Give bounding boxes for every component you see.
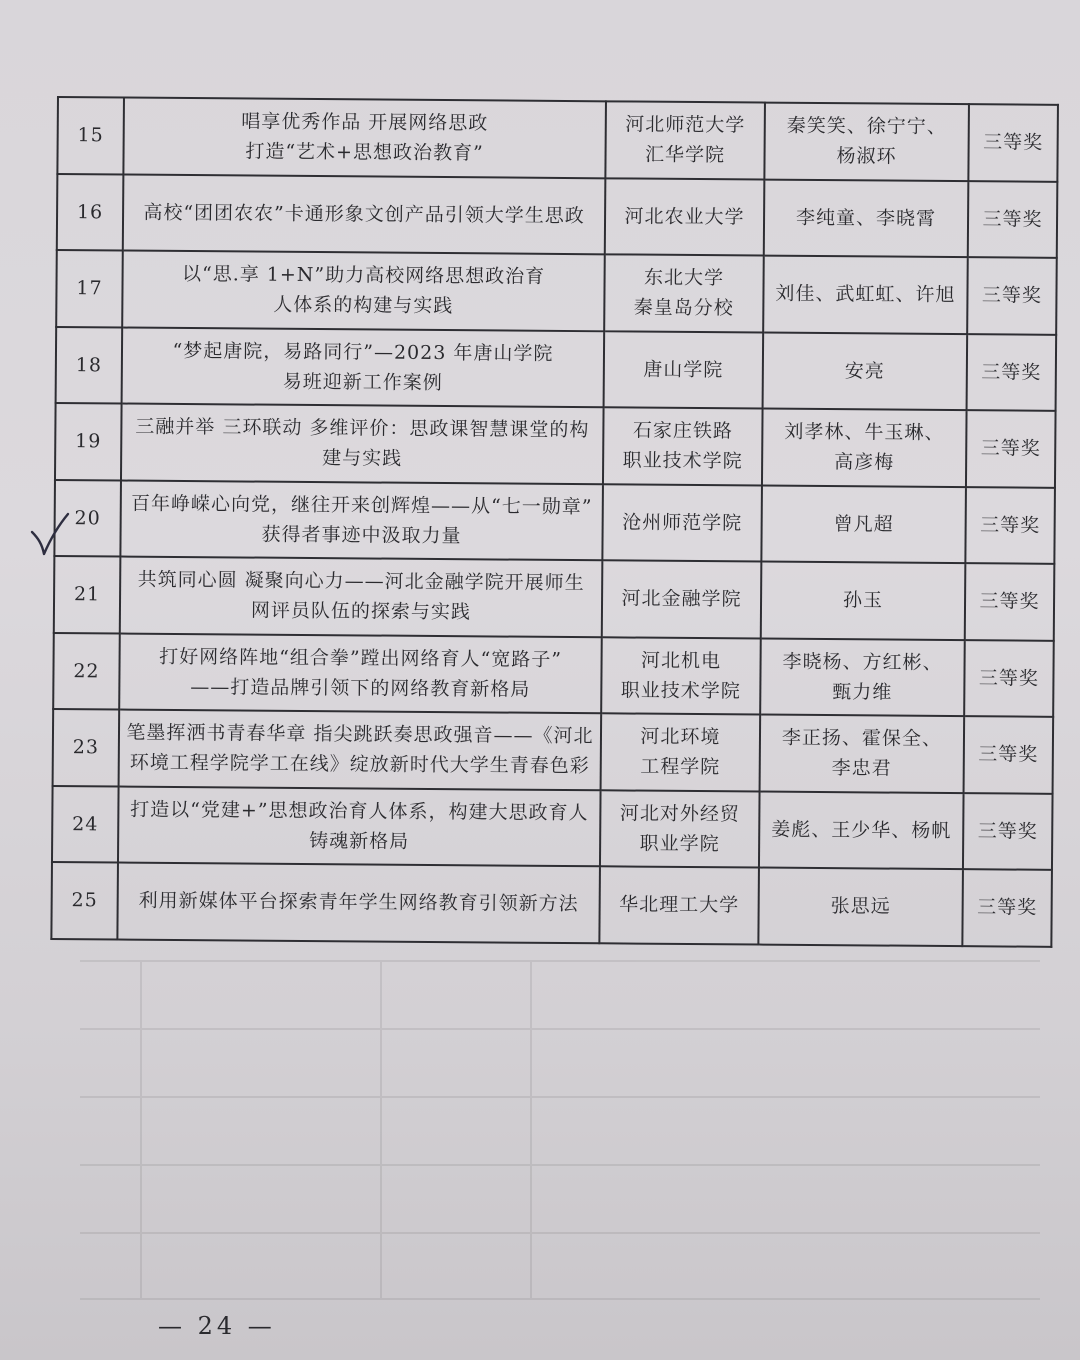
row-number: 24 (52, 785, 119, 862)
institution-line: 河北金融学院 (621, 587, 742, 611)
institution-line: 河北农业大学 (624, 205, 745, 229)
authors-line: 刘佳、武虹虹、许旭 (775, 282, 956, 307)
award-level: 三等奖 (967, 257, 1057, 334)
project-title-line: 易班迎新工作案例 (282, 370, 443, 394)
institution-line: 工程学院 (640, 755, 721, 779)
table-row (56, 327, 1057, 411)
project-title-line: 建与实践 (322, 447, 403, 470)
award-level: 三等奖 (964, 640, 1054, 717)
institution (605, 178, 765, 256)
project-title-line: 获得者事迹中汲取力量 (261, 523, 462, 547)
project-title-line: 共筑同心圆 凝聚向心力——河北金融学院开展师生 (137, 568, 585, 595)
authors-line: 李晓杨、方红彬、 (782, 650, 943, 674)
institution (605, 101, 765, 179)
authors-line: 姜彪、王少华、杨帆 (771, 818, 952, 842)
award-table (50, 96, 1059, 947)
authors (761, 562, 966, 640)
row-number: 16 (57, 174, 124, 251)
table-row (54, 479, 1055, 563)
institution-line: 河北对外经贸 (619, 802, 740, 826)
authors-line: 曾凡超 (833, 512, 894, 536)
award-level: 三等奖 (962, 869, 1052, 946)
institution-line: 职业学院 (639, 832, 720, 855)
project-title-line: 高校“团团农农”卡通形象文创产品引领大学生思政 (143, 201, 585, 227)
row-number: 21 (54, 556, 121, 633)
authors-line: 安亮 (844, 359, 885, 383)
authors-line: 张思远 (830, 895, 891, 918)
project-title-line: 以“思.享 1+N”助力高校网络思想政治育 (181, 263, 546, 289)
project-title (122, 251, 605, 331)
institution (601, 713, 761, 791)
award-level: 三等奖 (965, 487, 1055, 564)
institution-line: 河北环境 (640, 725, 721, 749)
project-title (123, 98, 606, 178)
authors-line: 高彦梅 (834, 451, 895, 474)
authors (764, 179, 969, 257)
project-title-line: 唱享优秀作品 开展网络思政 (241, 110, 489, 135)
institution-line: 河北机电 (640, 649, 722, 672)
institution (604, 254, 764, 332)
project-title-line: 网评员队伍的探索与实践 (250, 599, 472, 624)
table-row (51, 862, 1052, 946)
project-title-line: 利用新媒体平台探索青年学生网络教育引领新方法 (138, 889, 579, 916)
row-number: 22 (53, 632, 120, 709)
institution-line: 华北理工大学 (619, 893, 740, 917)
award-level: 三等奖 (966, 410, 1056, 487)
authors-line: 孙玉 (842, 589, 884, 612)
institution-line: 沧州师范学院 (622, 511, 743, 535)
page-number: — 24 — (158, 1312, 276, 1340)
authors-line: 李正扬、霍保全、 (781, 726, 943, 751)
table-row (52, 785, 1053, 869)
table-row (54, 556, 1055, 640)
authors (764, 103, 969, 181)
institution-line: 汇华学院 (644, 143, 726, 167)
table-row (53, 709, 1054, 793)
award-table-body (51, 97, 1058, 946)
authors (760, 638, 965, 716)
project-title-line: 人体系的构建与实践 (273, 293, 454, 318)
table-row (56, 250, 1057, 334)
institution (602, 484, 762, 562)
institution (601, 637, 761, 715)
project-title-line: “梦起唐院，易路同行”—2023 年唐山学院 (172, 339, 554, 365)
award-level: 三等奖 (968, 181, 1058, 258)
authors-line: 李忠君 (831, 757, 892, 780)
row-number: 19 (55, 403, 122, 480)
authors (761, 485, 966, 563)
row-number: 20 (54, 479, 121, 556)
row-number: 18 (56, 327, 123, 404)
institution-line: 唐山学院 (643, 358, 724, 381)
award-level: 三等奖 (963, 793, 1053, 870)
project-title (121, 404, 604, 484)
authors (759, 791, 964, 869)
institution-line: 秦皇岛分校 (633, 296, 734, 320)
award-level: 三等奖 (964, 716, 1054, 793)
institution (600, 790, 760, 868)
authors (758, 868, 963, 946)
authors (763, 256, 968, 334)
project-title-line: ——打造品牌引领下的网络教育新格局 (190, 675, 531, 701)
institution-line: 东北大学 (643, 266, 725, 290)
project-title (118, 786, 601, 866)
authors-line: 杨淑环 (836, 145, 897, 168)
institution (603, 407, 763, 485)
institution (604, 331, 764, 409)
project-title (119, 633, 602, 713)
institution (599, 866, 759, 944)
project-title-line: 打好网络阵地“组合拳”蹚出网络育人“宽路子” (159, 645, 563, 671)
project-title-line: 环境工程学院学工在线》绽放新时代大学生青春色彩 (129, 751, 590, 778)
bleed-through-table (80, 960, 1040, 1300)
authors-line: 李纯童、李晓霄 (795, 206, 937, 230)
institution-line: 河北师范大学 (625, 113, 746, 137)
institution-line: 石家庄铁路 (632, 419, 733, 443)
award-level: 三等奖 (965, 563, 1055, 640)
project-title (120, 480, 603, 560)
authors-line: 甄力维 (832, 680, 893, 704)
table-row (57, 97, 1058, 181)
project-title-line: 打造以“党建+”思想政治育人体系，构建大思政育人 (130, 798, 589, 824)
authors-line: 秦笑笑、徐宁宁、 (786, 114, 947, 139)
project-title-line: 百年峥嵘心向党，继往开来创辉煌——从“七一勋章” (130, 492, 593, 518)
project-title (119, 710, 602, 790)
project-title-line: 打造“艺术+思想政治教育” (245, 140, 484, 165)
row-number: 17 (56, 250, 123, 327)
project-title-line: 笔墨挥洒书青春华章 指尖跳跃奏思政强音——《河北 (126, 721, 594, 748)
row-number: 25 (51, 862, 118, 939)
award-level: 三等奖 (967, 334, 1057, 411)
project-title (120, 557, 603, 637)
authors (763, 332, 968, 410)
institution-line: 职业技术学院 (620, 679, 741, 703)
table-row (53, 632, 1054, 716)
row-number: 23 (53, 709, 120, 786)
authors (760, 715, 965, 793)
project-title-line: 铸魂新格局 (309, 829, 410, 853)
checkmark-icon (30, 512, 70, 557)
authors-line: 刘孝林、牛玉琳、 (784, 420, 945, 445)
row-number: 15 (57, 97, 124, 174)
table-row (55, 403, 1056, 487)
table-row (57, 174, 1058, 258)
institution-line: 职业技术学院 (622, 449, 743, 473)
project-title-line: 三融并举 三环联动 多维评价：思政课智慧课堂的构 (135, 415, 590, 442)
project-title (122, 327, 605, 407)
authors (762, 409, 967, 487)
project-title (123, 174, 606, 254)
project-title (117, 863, 600, 943)
institution (602, 560, 762, 638)
award-level: 三等奖 (968, 104, 1058, 181)
